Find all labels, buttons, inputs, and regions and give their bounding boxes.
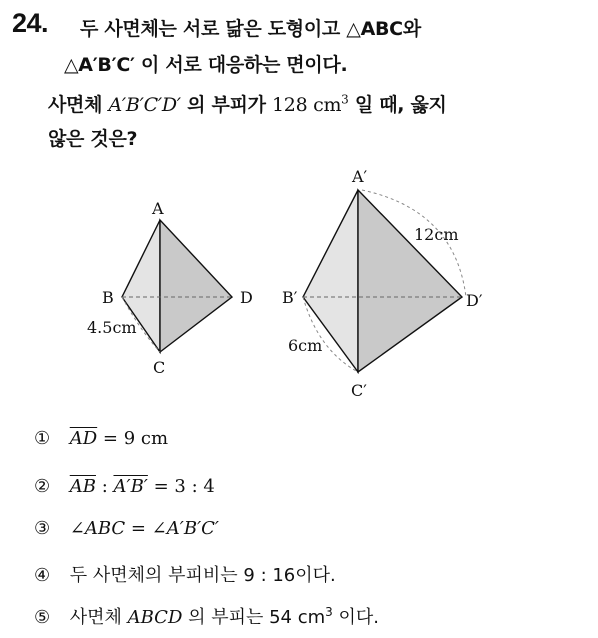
- right-face-acd: [358, 190, 462, 372]
- option-2-number: ②: [34, 476, 51, 497]
- left-length-label: 4.5cm: [87, 318, 137, 337]
- option-1[interactable]: [34, 428, 168, 449]
- option-1-value: = 9 cm: [97, 428, 169, 449]
- line3-math: A′B′C′D′: [108, 94, 181, 116]
- question-line-4: 않은 것은?: [48, 128, 138, 150]
- line3-pre: 사면체: [48, 94, 103, 116]
- question-number: 24.: [12, 8, 49, 38]
- question-line-1: 두 사면체는 서로 닮은 도형이고 △ABC와: [80, 18, 421, 40]
- right-tetrahedron: [282, 167, 483, 400]
- right-length-left-label: 6cm: [288, 336, 323, 355]
- option-5-exp: 3: [325, 605, 333, 619]
- option-5-pre: 사면체: [69, 607, 128, 628]
- option-3[interactable]: [34, 518, 219, 539]
- left-label-b: B: [102, 288, 114, 307]
- option-2-ratio: = 3 : 4: [147, 476, 215, 497]
- right-length-top-label: 12cm: [414, 225, 459, 244]
- option-2-colon: :: [95, 476, 114, 497]
- right-label-c: C′: [351, 381, 367, 400]
- option-4[interactable]: [34, 561, 336, 587]
- option-1-number: ①: [34, 428, 51, 449]
- option-1-segment: $\overline{AD}$: [69, 428, 98, 449]
- left-label-d: D: [240, 288, 253, 307]
- left-tetrahedron: [87, 199, 253, 377]
- option-2[interactable]: [34, 476, 215, 497]
- option-5-post: 이다.: [332, 607, 380, 628]
- option-2-segment-ab: $\overline{AB}$: [69, 476, 96, 497]
- line3-mid: 의 부피가: [187, 94, 266, 116]
- line3-exp: 3: [341, 92, 349, 107]
- option-5-number: ⑤: [34, 607, 51, 628]
- left-label-a: A: [152, 199, 164, 218]
- option-4-text: 두 사면체의 부피비는 9 : 16이다.: [69, 565, 336, 586]
- option-3-number: ③: [34, 518, 51, 539]
- option-4-number: ④: [34, 565, 51, 586]
- option-5-math: ABCD: [127, 607, 183, 628]
- left-label-c: C: [153, 358, 166, 377]
- question-line-2: △A′B′C′ 이 서로 대응하는 면이다.: [64, 54, 348, 76]
- option-3-text: ∠ABC = ∠A′B′C′: [69, 518, 220, 539]
- right-label-d: D′: [466, 291, 483, 310]
- left-face-acd: [160, 220, 232, 352]
- option-2-segment-a1b1: A′B′: [113, 476, 148, 497]
- line3-post: 일 때, 옳지: [354, 94, 447, 116]
- line3-volume: 128 cm: [272, 94, 342, 116]
- option-5[interactable]: [34, 603, 379, 629]
- right-label-a: A′: [352, 167, 368, 186]
- right-label-b: B′: [282, 288, 298, 307]
- option-5-mid: 의 부피는 54 cm: [182, 607, 326, 628]
